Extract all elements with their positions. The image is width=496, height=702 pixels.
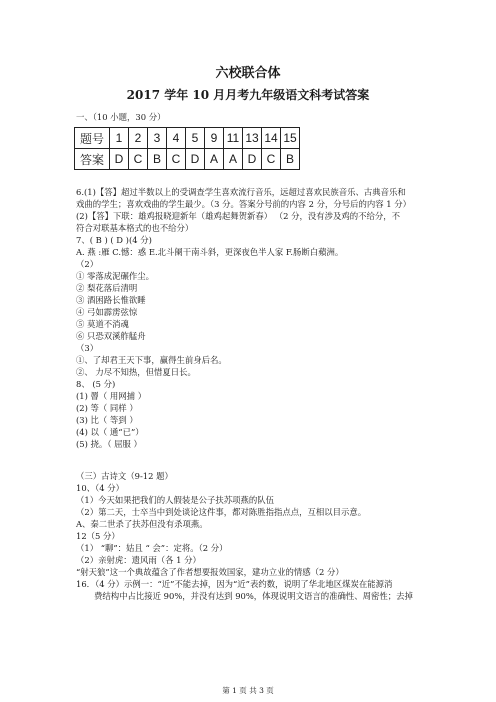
answer-line: ⑤ 莫道不消魂 bbox=[76, 319, 129, 329]
answer-line: 8、 (5 分) bbox=[76, 379, 116, 389]
answer-line: 16．（4 分）示例一：“近”不能去掉，因为“近”表约数，说明了华北地区煤炭在能源消 bbox=[76, 579, 393, 589]
table-cell: 4 bbox=[167, 128, 186, 149]
answer-line: (2) 等（ 同样 ） bbox=[76, 403, 138, 413]
table-cell: D bbox=[110, 149, 129, 170]
answer-line: 7、( B ) ( D )(4 分) bbox=[76, 235, 152, 245]
table-cell: 5 bbox=[186, 128, 205, 149]
answer-line: (3) 比（ 等到 ） bbox=[76, 415, 138, 425]
answer-line: A. 燕 :雁 C.憾：惑 E.北斗阑干南斗斜，更深夜色半人家 F.肠断白蘋洲。 bbox=[76, 247, 344, 257]
answer-line: （三）古诗文（9-12 题） bbox=[76, 471, 173, 481]
exam-title: 2017 学年 10 月月考九年级语文科考试答案 bbox=[126, 88, 370, 102]
answer-line: (2)【答】下联：雄鸡报晓迎新年（雄鸡起舞贺新春） （2 分，没有涉及鸡的不给分，不 bbox=[76, 211, 401, 221]
table-cell: C bbox=[262, 149, 281, 170]
table-row bbox=[75, 149, 300, 170]
answer-line: （3） bbox=[76, 343, 99, 353]
answer-line: （1）今天如果把我们的人假装是公子扶苏项燕的队伍 bbox=[76, 495, 274, 505]
table-cell: 14 bbox=[262, 128, 281, 149]
answer-line: 戏曲的学生；喜欢戏曲的学生最少。（3 分。答案分号前的内容 2 分，分号后的内容 1 分） bbox=[76, 199, 411, 209]
answer-line: ①、了却君王天下事，赢得生前身后名。 bbox=[76, 355, 227, 365]
answer-line: （2）第二天，士卒当中到处谈论这件事，都对陈胜指指点点，互相以目示意。 bbox=[76, 507, 367, 517]
answer-line: “射天狼”这一个典故蕴含了作者想要报效国家，建功立业的情感（2 分） bbox=[76, 567, 344, 577]
table-cell: 13 bbox=[243, 128, 262, 149]
answer-line: 费结构中占比接近 90%，并没有达到 90%，体现说明文语言的准确性、周密性；去掉 bbox=[94, 591, 413, 601]
answer-line: ③ 酒困路长惟欲睡 bbox=[76, 295, 146, 305]
answer-line: A、秦二世杀了扶苏但没有杀项燕。 bbox=[76, 519, 208, 529]
answer-line: 符合对联基本格式的也不给分） bbox=[76, 223, 194, 233]
table-cell: C bbox=[167, 149, 186, 170]
table-cell: 3 bbox=[148, 128, 167, 149]
table-cell: 11 bbox=[224, 128, 243, 149]
answer-line: ① 零落成泥碾作尘。 bbox=[76, 271, 155, 281]
section-heading: 一、（10 小题，30 分） bbox=[76, 112, 166, 122]
answer-line: ②、 力尽不知热，但惜夏日长。 bbox=[76, 367, 196, 377]
page-footer: 第 1 页 共 3 页 bbox=[222, 686, 274, 695]
answer-line: 6.(1)【答】超过半数以上的受调查学生喜欢流行音乐，远超过喜欢民族音乐、古典音乐和 bbox=[76, 187, 406, 197]
table-cell: B bbox=[281, 149, 300, 170]
table-cell: A bbox=[205, 149, 224, 170]
answer-line: (1) 罾（ 用网捕 ） bbox=[76, 391, 147, 401]
table-cell: C bbox=[129, 149, 148, 170]
answer-line: （2） bbox=[76, 259, 99, 269]
school-name: 六校联合体 bbox=[215, 66, 281, 81]
table-cell: 9 bbox=[205, 128, 224, 149]
answer-line: ④ 弓如霹雳弦惊 bbox=[76, 307, 138, 317]
table-row bbox=[75, 128, 300, 149]
table-cell: B bbox=[148, 149, 167, 170]
table-cell: 15 bbox=[281, 128, 300, 149]
answer-line: （1） “聊”：姑且 “ 会”：定将。（2 分） bbox=[76, 543, 228, 553]
answer-line: (5) 挠。（ 屈服 ） bbox=[76, 439, 142, 449]
answer-line: （2）亲射虎：遗风雨（各 1 分） bbox=[76, 555, 201, 565]
answer-line: ⑥ 只恐双溪舴艋舟 bbox=[76, 331, 146, 341]
table-cell: 1 bbox=[110, 128, 129, 149]
answer-line: 12（5 分） bbox=[76, 531, 120, 541]
table-row-label: 题号 bbox=[75, 128, 110, 149]
table-cell: D bbox=[243, 149, 262, 170]
table-cell: D bbox=[186, 149, 205, 170]
table-cell: A bbox=[224, 149, 243, 170]
answer-line: 10、（4 分） bbox=[76, 483, 124, 493]
answer-line: (4) 以（ 通“已”） bbox=[76, 427, 144, 437]
table-cell: 2 bbox=[129, 128, 148, 149]
answer-table bbox=[74, 127, 300, 170]
answer-line: ② 梨花落后清明 bbox=[76, 283, 138, 293]
table-row-label: 答案 bbox=[75, 149, 110, 170]
